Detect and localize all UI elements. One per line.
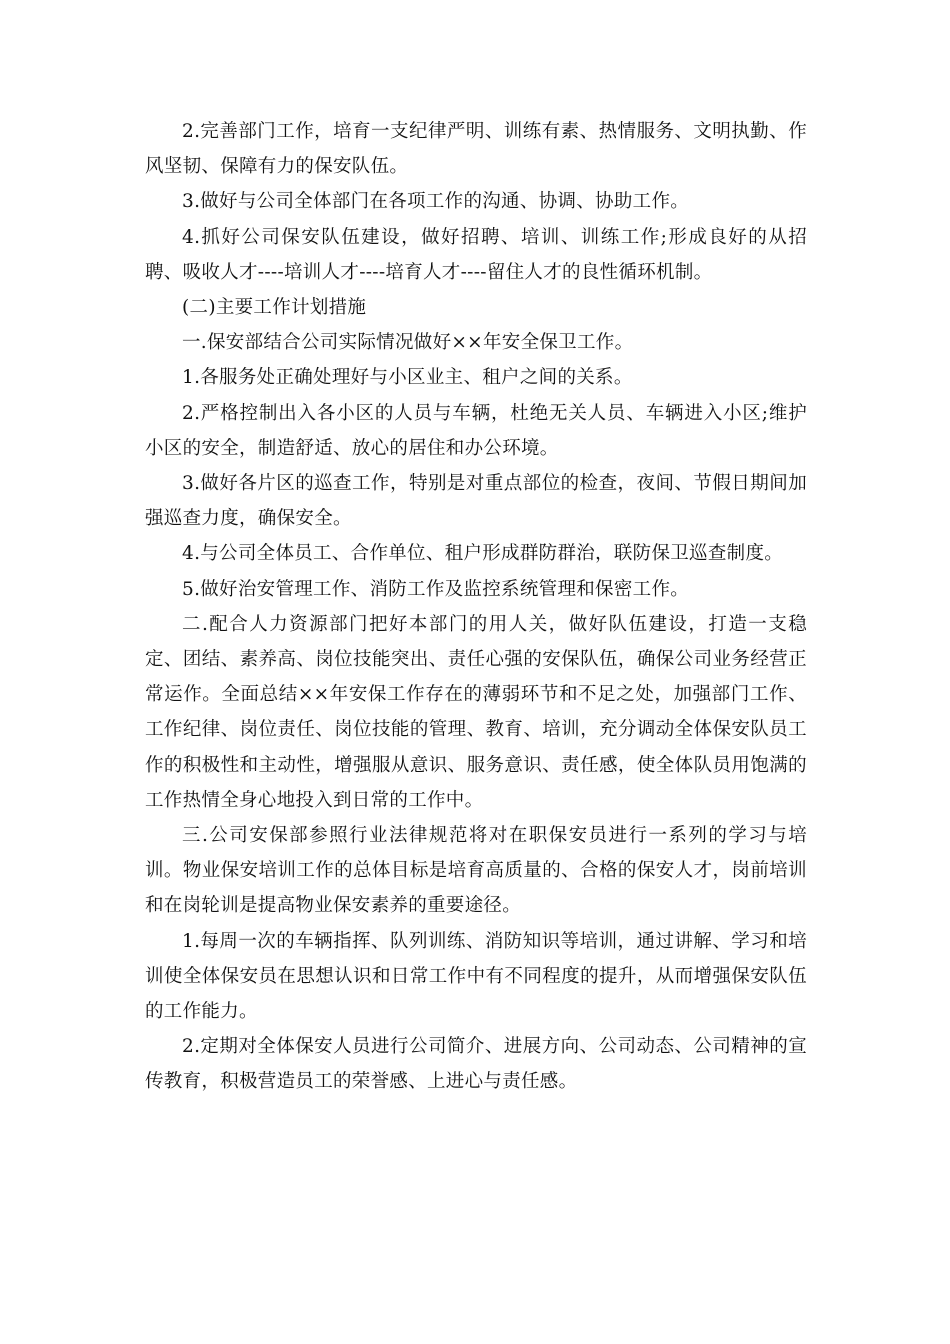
paragraph-8: 3.做好各片区的巡查工作，特别是对重点部位的检查，夜间、节假日期间加强巡查力度，确保安全。 <box>145 473 807 530</box>
paragraph-12: 三.公司安保部参照行业法律规范将对在职保安员进行一系列的学习与培训。物业保安培训工作的总体目标是培育高质量的、合格的保安人才，岗前培训和在岗轮训是提高物业保安素养的重要途径。 <box>145 825 807 917</box>
paragraph-11: 二.配合人力资源部门把好本部门的用人关，做好队伍建设，打造一支稳定、团结、素养高、岗位技能突出、责任心强的安保队伍，确保公司业务经营正常运作。全面总结××年安保工作存在的薄弱环节和不足之处，加强部门工作、工作纪律、岗位责任、岗位技能的管理、教育、培训，充分调动全体保安队员工作的积极性和主动性，增强服从意识、服务意识、责任感，使全体队员用饱满的工作热情全身心地投入到日常的工作中。 <box>145 613 807 811</box>
paragraph-5: 一.保安部结合公司实际情况做好××年安全保卫工作。 <box>182 332 634 354</box>
document-page <box>145 114 807 1100</box>
paragraph-3: 4.抓好公司保安队伍建设，做好招聘、培训、训练工作;形成良好的从招聘、吸收人才----培训人才----培育人才----留住人才的良性循环机制。 <box>145 226 807 283</box>
paragraph-7: 2.严格控制出入各小区的人员与车辆，杜绝无关人员、车辆进入小区;维护小区的安全，制造舒适、放心的居住和办公环境。 <box>145 402 807 459</box>
paragraph-9: 4.与公司全体员工、合作单位、租户形成群防群治，联防保卫巡查制度。 <box>182 543 784 565</box>
paragraph-1: 2.完善部门工作，培育一支纪律严明、训练有素、热情服务、文明执勤、作风坚韧、保障有力的保安队伍。 <box>145 121 807 178</box>
paragraph-13: 1.每周一次的车辆指挥、队列训练、消防知识等培训，通过讲解、学习和培训使全体保安员在思想认识和日常工作中有不同程度的提升，从而增强保安队伍的工作能力。 <box>145 930 807 1023</box>
paragraph-10: 5.做好治安管理工作、消防工作及监控系统管理和保密工作。 <box>182 578 690 600</box>
paragraph-6: 1.各服务处正确处理好与小区业主、租户之间的关系。 <box>182 367 633 389</box>
paragraph-14: 2.定期对全体保安人员进行公司简介、进展方向、公司动态、公司精神的宣传教育，积极营造员工的荣誉感、上进心与责任感。 <box>145 1036 807 1093</box>
paragraph-2: 3.做好与公司全体部门在各项工作的沟通、协调、协助工作。 <box>182 191 690 213</box>
section-heading: (二)主要工作计划措施 <box>182 297 367 319</box>
